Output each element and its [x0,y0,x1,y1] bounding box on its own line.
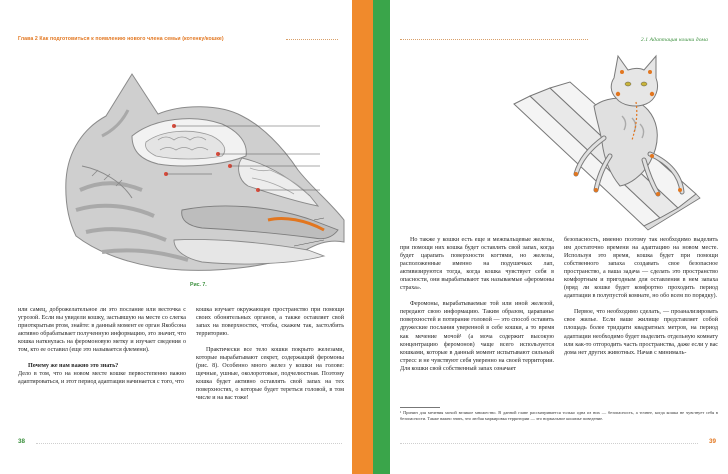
orange-spine-stripe [352,0,373,474]
paragraph: Феромоны, вырабатываемые той или иной железой, передают свою информацию. Таким образом, царапанье поверхностей и потирание головой — это способ оставить дружеские послания уверенной в себе кошки, а то время как мечение мочой¹ (а моча содержит высокую концентрацию феромонов) чаще всего используется кошками, которые в данный момент испытывают сильный стресс и не чувствуют себя уверенно на своей территории. Для кошки свой собственный запах означает [400,301,554,372]
folio-dots [36,443,342,444]
page-number-right: 39 [708,438,716,445]
running-head-dots [400,39,588,40]
cat-on-ramp-figure [510,44,710,234]
cat-head-anatomy-figure [62,70,348,278]
paragraph: безопасность, именно поэтому так необходимо выделить им достаточно времени на адаптацию на новом месте. Используя это время, кошка будет при помощи собственного запаха создавать свое безопасное пространство, а ваша задача — сделать это пространство комфортным и пригодным для оставления в нем запаха (вряд ли кошке будет комфортно проходить период адаптации в полупустой комнате, но обо всем по порядку). [564,237,718,300]
paragraph: Практически все тело кошки покрыто железами, которые вырабатывают секрет, содержащий феромоны (рис. 8). Особенно много желез у кошки на голове: щечные, ушные, околоротовые, подчелюстная. Поэтому кошка будет активно оставлять свой запах на тех поверхностях, о которые будет тереться головой, в том числе и на вас тоже! [196,347,344,402]
folio-dots [400,443,698,444]
paragraph: Дело в том, что на новом месте кошке первостепенно важно адаптироваться, и этот период адаптации начинается с того, что [18,371,186,386]
footnote: ¹ Причин для мечения мочой великое множество. В данной главе рассматривается только одна из них — безопасность, а точнее, когда кошка не чувствует себя в безопасности. Также важно знать, что любая маркировка территории — это нормальное кошачье поведение. [400,410,718,421]
right-page-column-2 [564,236,718,357]
running-head-dots [286,39,338,40]
left-page-column-1 [18,306,186,386]
left-page-column-2 [196,306,344,403]
subheading-question: Почему же нам важно это знать? [28,363,119,370]
figure-caption: Рис. 7. [190,282,207,288]
right-page-column-1 [400,236,554,373]
paragraph: Но также у кошки есть еще и межпальцевые железы, при помощи них кошка будет оставлять свой запах, когда будет царапать поверхности когтями, но железы, расположенные именно на подушечках лап, активизируются тогда, когда кошка чувствует себя в опасности, они вырабатывают так называемые «феромоны страха». [400,237,554,292]
paragraph: Первое, что необходимо сделать, — проанализировать свое жилье. Если ваше жилище представляет собой площадь более тридцати квадратных метров, на период адаптации необходимо будет выделить отдельную комнату или как-то отгородить часть пространства, даже если у вас дома нет других животных. Начав с минималь- [564,309,718,356]
left-page [0,0,352,474]
paragraph: кошка изучает окружающее пространство при помощи своих обонятельных органов, а также оставляет свой запах на поверхностях, чтобы, скажем так, застолбить территорию. [196,307,344,338]
right-page [390,0,728,474]
green-spine-stripe [373,0,390,474]
footnote-rule [400,407,440,408]
running-head-right: 2.1 Адаптация кошки дома [640,37,708,43]
page-number-left: 38 [18,438,26,445]
paragraph: или самец, доброжелательное ли это послание или весточка с угрозой. Если вы увидели кошку, застывшую на месте со слегка приоткрытым ртом, знайте: в данный момент ее орган Якобсона активно обрабатывает полученную информацию, это значит, что кошка наткнулась на феромоновую метку и изучает сведения о том, кто ее оставил (еще это называется флемени). [18,307,186,354]
running-head-left: Глава 2 Как подготовиться к появлению нового члена семьи (котенку/кошке) [18,36,224,42]
